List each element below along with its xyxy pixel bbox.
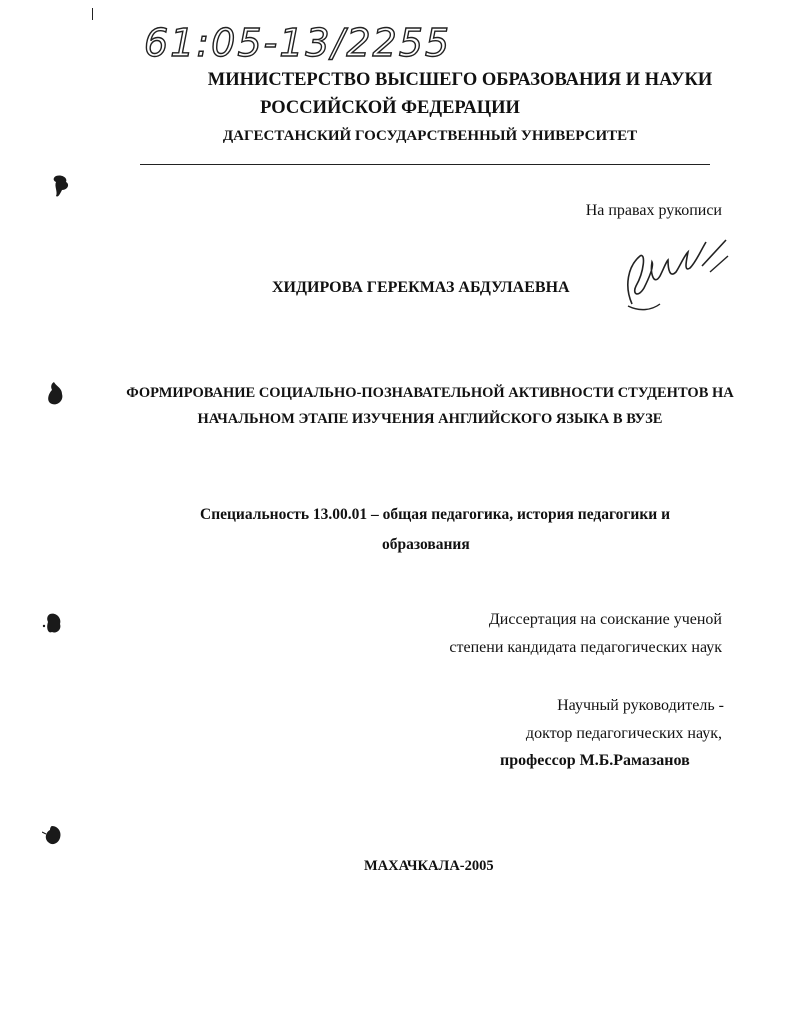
city-year: МАХАЧКАЛА-2005 (364, 858, 494, 874)
dissertation-note-line-1: Диссертация на соискание ученой (488, 611, 722, 628)
margin-mark (92, 8, 93, 20)
dissertation-title: ФОРМИРОВАНИЕ СОЦИАЛЬНО-ПОЗНАВАТЕЛЬНОЙ АКТИВНОСТИ СТУДЕНТОВ НА НАЧАЛЬНОМ ЭТАПЕ ИЗУЧЕНИЯ АНГЛИЙСКОГО ЯЗЫКА В ВУЗЕ (126, 385, 734, 427)
header-divider (140, 164, 710, 165)
manuscript-note: На правах рукописи (585, 202, 722, 219)
federation-heading: РОССИЙСКОЙ ФЕДЕРАЦИИ (260, 98, 520, 118)
binding-hole-mark-4 (42, 822, 66, 850)
binding-hole-mark-1 (50, 172, 74, 200)
supervisor-degree: доктор педагогических наук, (525, 725, 722, 742)
signature (610, 226, 730, 318)
ministry-heading: МИНИСТЕРСТВО ВЫСШЕГО ОБРАЗОВАНИЯ И НАУКИ (207, 70, 713, 90)
supervisor-name: профессор М.Б.Рамазанов (500, 752, 690, 769)
dissertation-note-line-2: степени кандидата педагогических наук (449, 639, 722, 656)
specialty-line-1: Специальность 13.00.01 – общая педагогика, история педагогики и (200, 506, 671, 523)
binding-hole-mark-2 (44, 380, 68, 408)
university-heading: ДАГЕСТАНСКИЙ ГОСУДАРСТВЕННЫЙ УНИВЕРСИТЕТ (222, 128, 638, 144)
handwritten-archive-number (140, 14, 480, 70)
binding-hole-mark-3 (42, 610, 66, 638)
supervisor-label: Научный руководитель - (557, 697, 724, 714)
archive-number-text: 61:05-13/2255 (144, 21, 452, 65)
specialty-line-2: образования (382, 536, 470, 553)
author-name: ХИДИРОВА ГЕРЕКМАЗ АБДУЛАЕВНА (272, 279, 570, 296)
